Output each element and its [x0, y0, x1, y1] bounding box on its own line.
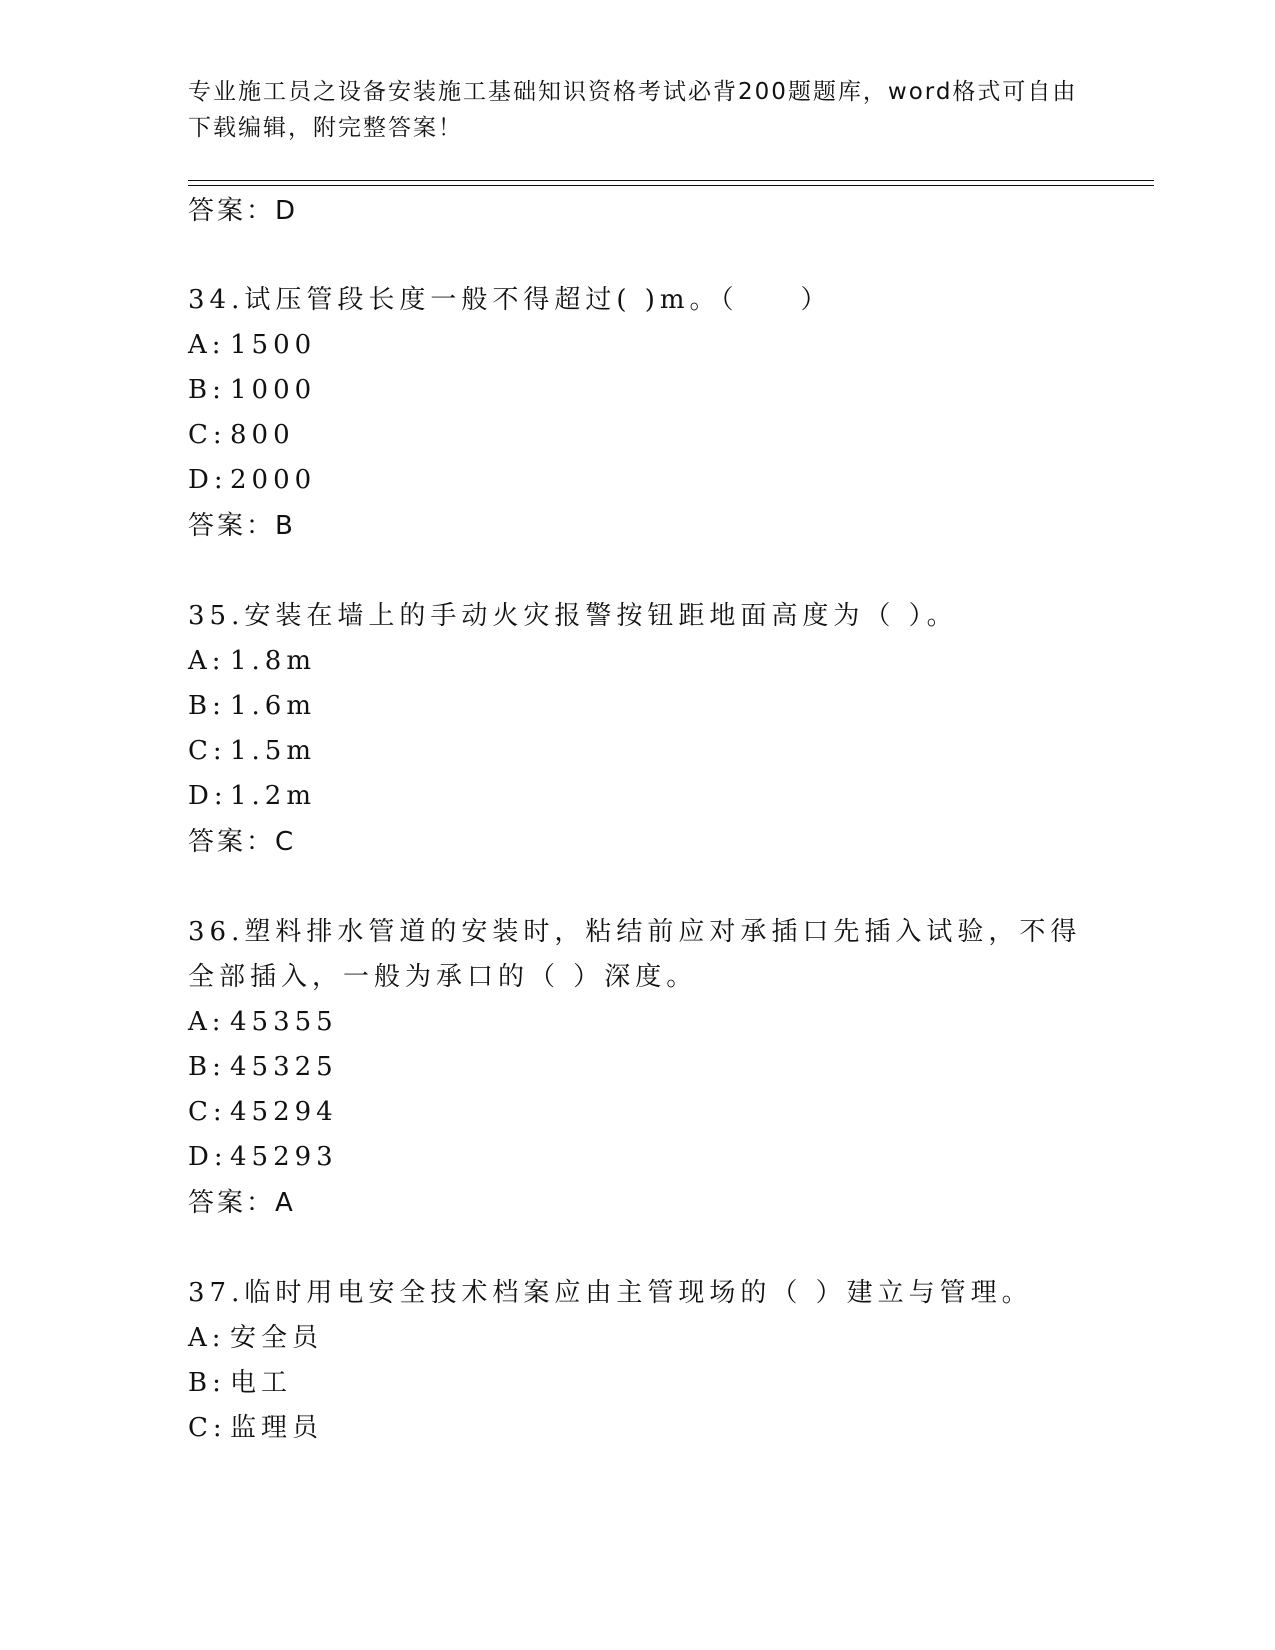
- option-c: C: 监理员: [188, 1413, 324, 1443]
- answer-36: 答案：A: [188, 1188, 296, 1218]
- header-divider-secondary: [188, 185, 1154, 186]
- option-c: C: 800: [188, 420, 295, 450]
- option-b: B: 电工: [188, 1368, 293, 1398]
- option-d: D:45293: [188, 1142, 338, 1172]
- option-b: B: 45325: [188, 1052, 338, 1082]
- option-d: D:2000: [188, 465, 317, 495]
- question-text: 36.塑料排水管道的安装时，粘结前应对承插口先插入试验，不得全部插入，一般为承口的（ ）深度。: [188, 917, 1082, 992]
- question-text: 34.试压管段长度一般不得超过( )m。（ ）: [188, 285, 832, 315]
- option-a: A: 1500: [188, 330, 317, 360]
- option-b: B: 1.6m: [188, 691, 317, 721]
- question-36: [188, 910, 1088, 1180]
- option-d: D:1.2m: [188, 781, 317, 811]
- answer-34: 答案：B: [188, 511, 296, 541]
- option-a: A: 1.8m: [188, 646, 317, 676]
- option-a: A: 45355: [188, 1007, 338, 1037]
- option-c: C: 1.5m: [188, 736, 317, 766]
- question-35: [188, 594, 1088, 819]
- question-37: [188, 1271, 1088, 1451]
- option-b: B: 1000: [188, 375, 317, 405]
- question-text: 35.安装在墙上的手动火灾报警按钮距地面高度为（ ）。: [188, 601, 958, 631]
- question-text: 37.临时用电安全技术档案应由主管现场的（ ）建立与管理。: [188, 1278, 1033, 1308]
- question-34: [188, 278, 1088, 503]
- previous-answer: 答案：D: [188, 196, 299, 226]
- option-c: C: 45294: [188, 1097, 338, 1127]
- document-title: 专业施工员之设备安装施工基础知识资格考试必背200题题库，word格式可自由下载编辑，附完整答案！: [188, 79, 1078, 141]
- header-divider: [188, 180, 1154, 181]
- answer-35: 答案：C: [188, 827, 297, 857]
- option-a: A: 安全员: [188, 1323, 324, 1353]
